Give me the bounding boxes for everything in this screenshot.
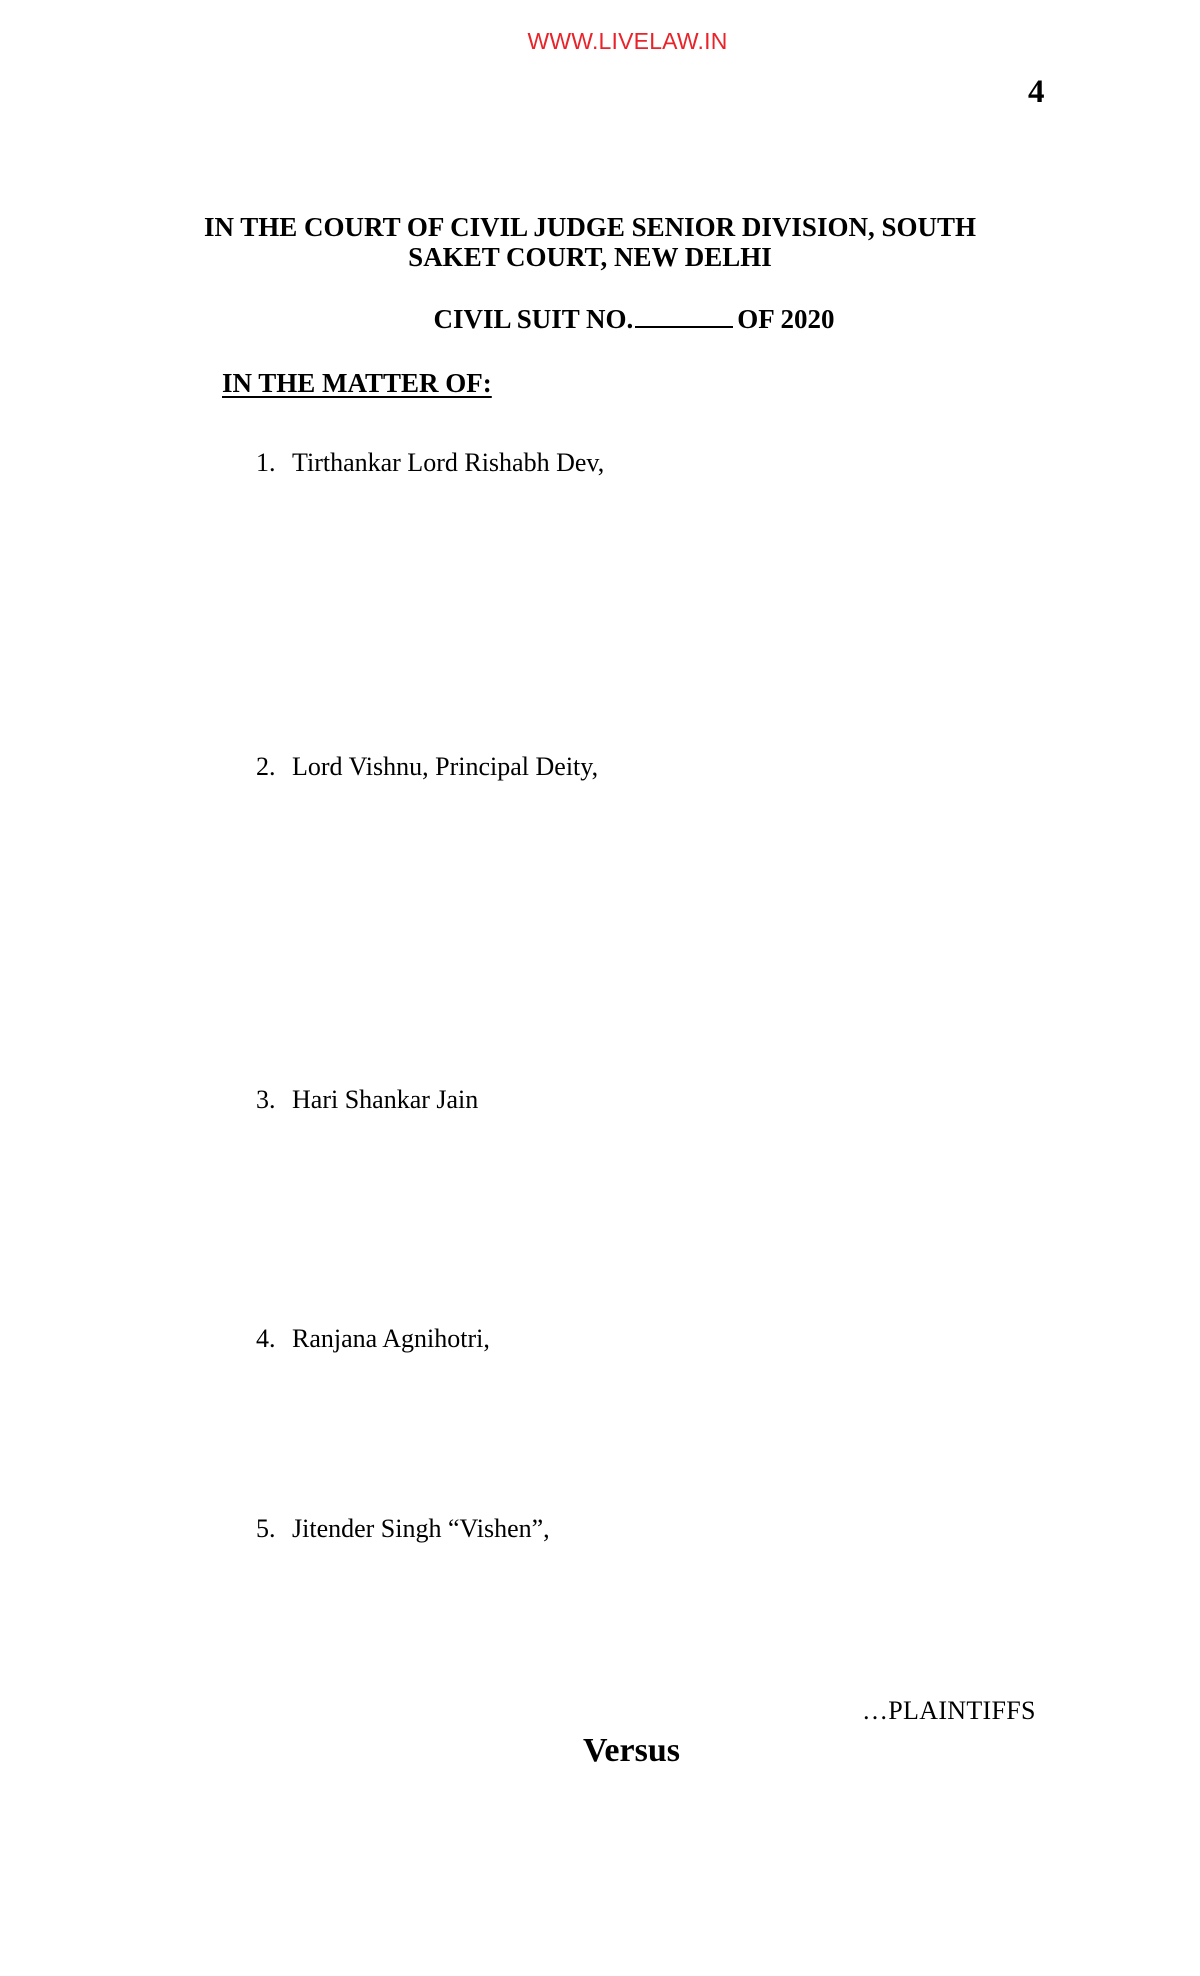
party-number: 1. bbox=[256, 448, 276, 477]
party-name: Lord Vishnu, Principal Deity, bbox=[292, 752, 599, 781]
suit-number-blank bbox=[635, 306, 733, 328]
court-title-line-2: SAKET COURT, NEW DELHI bbox=[408, 242, 772, 272]
suit-suffix: OF 2020 bbox=[737, 304, 835, 334]
party-number: 4. bbox=[256, 1324, 276, 1353]
party-name: Ranjana Agnihotri, bbox=[292, 1324, 490, 1353]
party-name: Tirthankar Lord Rishabh Dev, bbox=[292, 448, 605, 477]
in-the-matter-of-heading: IN THE MATTER OF: bbox=[222, 368, 492, 398]
party-number: 5. bbox=[256, 1514, 276, 1543]
party-name: Jitender Singh “Vishen”, bbox=[292, 1514, 550, 1543]
page-number: 4 bbox=[1028, 74, 1045, 110]
party-item bbox=[256, 1324, 490, 1354]
party-name: Hari Shankar Jain bbox=[292, 1085, 479, 1114]
party-number: 3. bbox=[256, 1085, 276, 1114]
suit-prefix: CIVIL SUIT NO. bbox=[433, 304, 634, 334]
livelaw-watermark: WWW.LIVELAW.IN bbox=[527, 28, 728, 54]
versus-heading: Versus bbox=[583, 1732, 680, 1769]
party-item bbox=[256, 1085, 478, 1115]
party-number: 2. bbox=[256, 752, 276, 781]
court-title-line-1: IN THE COURT OF CIVIL JUDGE SENIOR DIVISION, SOUTH bbox=[204, 212, 976, 242]
civil-suit-number bbox=[0, 304, 1200, 335]
party-item bbox=[256, 752, 598, 782]
party-item bbox=[256, 1514, 550, 1544]
party-item bbox=[256, 448, 604, 478]
plaintiffs-label: …PLAINTIFFS bbox=[862, 1696, 1036, 1725]
